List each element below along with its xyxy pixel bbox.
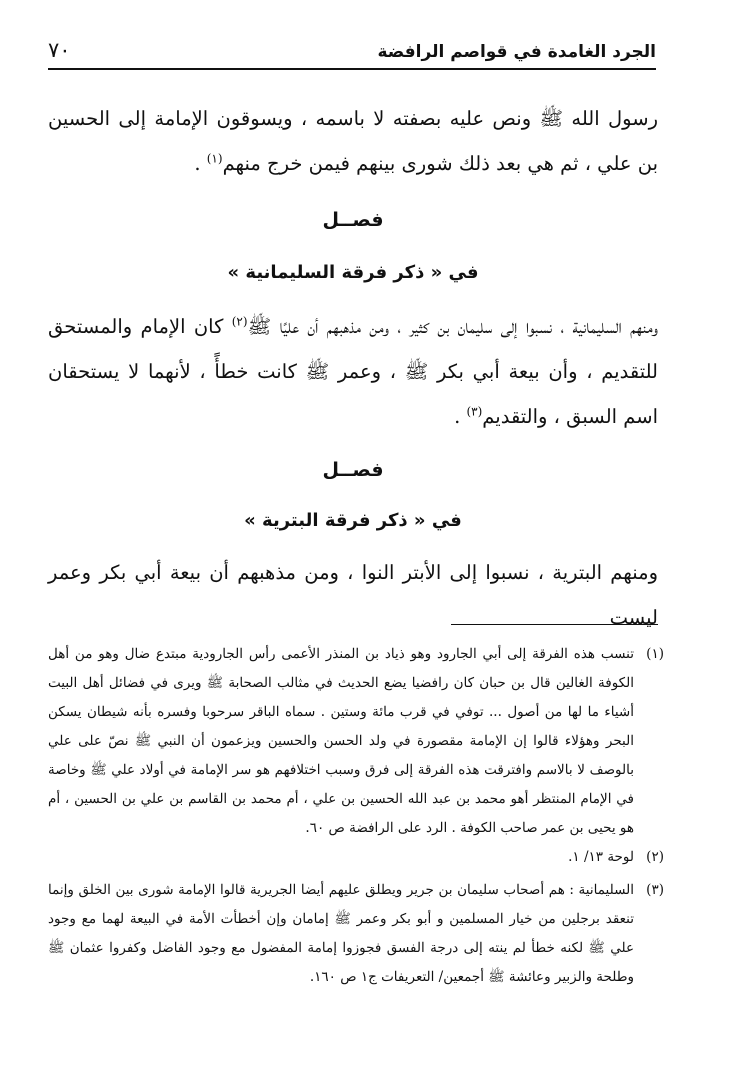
footnote-separator: [451, 624, 658, 625]
paragraph-1-end: .: [194, 152, 201, 175]
paragraph-2-text-b: كان الإمام والمستحق للتقديم ، وأن بيعة أبي بكر ﷺ ، وعمر ﷺ كانت خطأً ، لأنهما لا يستحقان اسم السبق ، والتقديم: [48, 315, 658, 428]
footnote-text-1: تنسب هذه الفرقة إلى أبي الجارود وهو ذياد بن المنذر الأعمى رأس الجارودية مبتدع ضال وهو من أهل الكوفة الغالين قال بن حبان كان رافضيا يضع الحديث في مثالب الصحابة ﷺ ويرى في فضائل أهل البيت أشياء ما لها من أصول ... توفي في قرب مائة وستين . سماه الباقر سرحوبا وفسره بأنه شيطان يسكن البحر وهؤلاء قالوا إن الإمامة مقصورة في ولد الحسن والحسين ويزعمون أن النبي ﷺ نصّ على علي بالوصف لا بالاسم وافترقت هذه الفرقة إلى فرق وسبب اختلافهم هو سر الإمامة في أولاد علي ﷺ وخاصة في الإمام المنتظر أهو محمد بن عبد الله الحسين بن علي ، أم محمد بن القاسم بن علي بن الحسين ، أم هو يحيى بن عمر صاحب الكوفة . الرد على الرافضة ص ٦٠.: [48, 646, 634, 836]
paragraph-2-text-a: ومنهم السليمانية ، نسبوا إلى سليمان بن كثير ، ومن مذهبهم أن عليًا ﷺ: [247, 315, 659, 338]
section-subheading-2: في « ذكر فرقة البترية »: [244, 510, 462, 531]
footnote-text-3: السليمانية : هم أصحاب سليمان بن جرير ويطلق عليهم أيضا الجريرية قالوا الإمامة شورى بين الخلق وإنما تنعقد برجلين من خيار المسلمين و أبو بكر وعمر ﷺ إمامان وإن أخطأت الأمة في البيعة لهما مع وجود علي ﷺ لكنه خطأ لم ينته إلى درجة الفسق فجوزوا إمامة المفضول مع وجود الفاضل وكفروا عثمان ﷺ وطلحة والزبير وعائشة ﷺ أجمعين/ التعريفات ج١ ص ١٦٠.: [48, 882, 634, 985]
paragraph-3-text: ومنهم البترية ، نسبوا إلى الأبتر النوا ، ومن مذهبهم أن بيعة أبي بكر وعمر ليست: [48, 561, 658, 629]
footnote-number-1: (١): [646, 646, 664, 662]
footnote-1: [48, 640, 664, 843]
running-title: الجرد الغامدة في قواصم الرافضة: [377, 42, 656, 62]
section-heading-1: فصــل: [322, 209, 384, 231]
footnote-number-2: (٢): [646, 849, 664, 865]
footnote-ref-1: (١): [206, 151, 223, 166]
section-heading-2: فصــل: [322, 459, 384, 481]
footnote-text-2: لوحة ١٣/ ١.: [568, 849, 634, 865]
footnote-number-3: (٣): [646, 882, 664, 898]
footnote-ref-3: (٣): [466, 404, 483, 419]
page-number: ٧٠: [48, 38, 71, 62]
paragraph-2: [48, 304, 658, 439]
paragraph-2-end: .: [454, 405, 461, 428]
page-header: [48, 34, 656, 70]
footnotes: [48, 640, 664, 992]
footnote-3: [48, 876, 664, 992]
paragraph-1: [48, 96, 658, 186]
paragraph-3: [48, 550, 658, 640]
footnote-ref-2: (٢): [231, 314, 248, 329]
footnote-2: [48, 843, 664, 872]
section-subheading-1: في « ذكر فرقة السليمانية »: [227, 262, 479, 283]
paragraph-1-text: رسول الله ﷺ ونص عليه بصفته لا باسمه ، ويسوقون الإمامة إلى الحسين بن علي ، ثم هي بعد ذلك شورى بينهم فيمن خرج منهم: [48, 107, 658, 175]
